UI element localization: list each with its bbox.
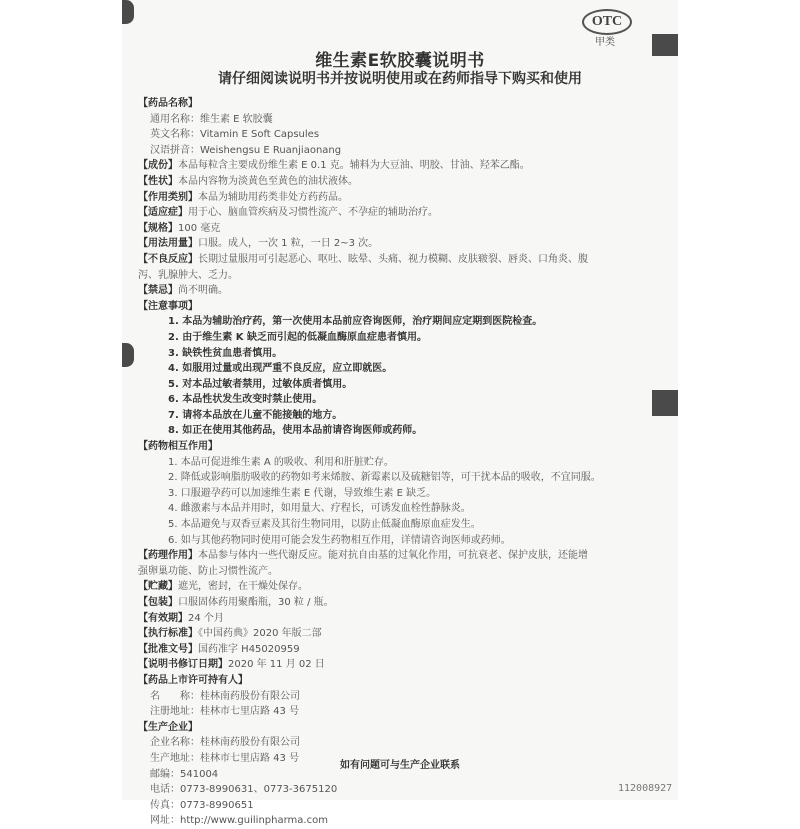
spec-text: 100 毫克 <box>178 222 221 234</box>
print-code: 112008927 <box>618 783 673 794</box>
section-dosage <box>138 236 658 252</box>
precaution-item: 1. 本品为辅助治疗药，第一次使用本品前应咨询医师，治疗期间应定期到医院检查。 <box>168 316 543 328</box>
precaution-item: 2. 由于维生素 K 缺乏而引起的低凝血酶原血症患者慎用。 <box>168 331 427 343</box>
leaflet-body <box>138 96 658 829</box>
precaution-item: 8. 如正在使用其他药品，使用本品前请咨询医师或药师。 <box>168 425 423 437</box>
section-ingredients <box>138 158 658 174</box>
indications-label: 【适应症】 <box>138 207 188 219</box>
otc-badge: OTC <box>582 9 632 35</box>
interaction-item: 6. 如与其他药物同时使用可能会发生药物相互作用，详情请咨询医师或药师。 <box>168 534 511 546</box>
section-revision <box>138 657 658 673</box>
ingredients-text: 本品每粒含主要成份维生素 E 0.1 克。辅料为大豆油、明胶、甘油、羟苯乙酯。 <box>178 160 530 172</box>
interaction-item: 3. 口服避孕药可以加速维生素 E 代谢，导致维生素 E 缺乏。 <box>168 487 437 499</box>
section-spec <box>138 221 658 237</box>
section-package <box>138 595 658 611</box>
manufacturer-fax: 传真：0773-8990651 <box>150 799 254 811</box>
storage-label: 【贮藏】 <box>138 581 178 593</box>
manufacturer-website: 网址：http://www.guilinpharma.com <box>150 815 328 827</box>
properties-label: 【性状】 <box>138 175 178 187</box>
package-label: 【包装】 <box>138 597 178 608</box>
approval-label: 【批准文号】 <box>138 643 198 655</box>
category-text: 本品为辅助用药类非处方药药品。 <box>198 191 348 203</box>
holder-name: 名 称：桂林南药股份有限公司 <box>150 690 300 702</box>
pharmacology-text-1: 本品参与体内一些代谢反应。能对抗自由基的过氧化作用，可抗衰老、保护皮肤，还能增 <box>198 550 588 562</box>
manufacturer-name: 企业名称：桂林南药股份有限公司 <box>150 737 300 749</box>
section-contra <box>138 283 658 299</box>
interaction-item: 2. 降低或影响脂肪吸收的药物如考来烯胺、新霉素以及硫糖铝等，可干扰本品的吸收，不宜同服。 <box>168 472 601 484</box>
interaction-item: 1. 本品可促进维生素 A 的吸收、利用和肝脏贮存。 <box>168 456 394 468</box>
document-subtitle: 请仔细阅读说明书并按说明使用或在药师指导下购买和使用 <box>218 71 582 87</box>
binder-hole-mid-left <box>122 343 134 367</box>
holder-address: 注册地址：桂林市七里店路 43 号 <box>150 706 300 718</box>
pinyin-name: 汉语拼音：Weishengsu E Ruanjiaonang <box>150 144 342 156</box>
section-standard <box>138 626 658 642</box>
package-text: 口服固体药用聚酯瓶，30 粒 / 瓶。 <box>178 597 334 608</box>
precaution-item: 4. 如服用过量或出现严重不良反应，应立即就医。 <box>168 363 393 375</box>
section-indications <box>138 205 658 221</box>
section-drug-name: 【药品名称】 <box>138 98 198 109</box>
section-precautions: 【注意事项】 <box>138 300 198 312</box>
precaution-item: 7. 请将本品放在儿童不能接触的地方。 <box>168 409 343 421</box>
dosage-text: 口服。成人，一次 1 粒，一日 2~3 次。 <box>198 238 379 250</box>
section-approval <box>138 642 658 658</box>
precaution-item: 3. 缺铁性贫血患者慎用。 <box>168 347 283 359</box>
english-name: 英文名称：Vitamin E Soft Capsules <box>150 129 320 141</box>
section-properties <box>138 174 658 190</box>
manufacturer-address: 生产地址：桂林市七里店路 43 号 <box>150 752 300 764</box>
validity-text: 24 个月 <box>188 612 224 624</box>
section-storage <box>138 579 658 595</box>
adverse-label: 【不良反应】 <box>138 253 198 265</box>
dosage-label: 【用法用量】 <box>138 238 198 250</box>
manufacturer-phone: 电话：0773-8990631、0773-3675120 <box>150 784 338 796</box>
standard-label: 【执行标准】 <box>138 628 198 640</box>
contact-note: 如有问题可与生产企业联系 <box>340 760 460 771</box>
pharmacology-label: 【药理作用】 <box>138 550 198 562</box>
interaction-item: 5. 本品避免与双香豆素及其衍生物同用，以防止低凝血酶原血症发生。 <box>168 519 481 531</box>
generic-name: 通用名称：维生素 E 软胶囊 <box>150 113 273 125</box>
precaution-item: 6. 本品性状发生改变时禁止使用。 <box>168 394 323 406</box>
section-holder: 【药品上市许可持有人】 <box>138 674 248 686</box>
revision-text: 2020 年 11 月 02 日 <box>228 659 325 671</box>
otc-category: 甲类 <box>595 37 615 48</box>
spec-label: 【规格】 <box>138 222 178 234</box>
approval-text: 国药准字 H45020959 <box>198 643 300 655</box>
ingredients-label: 【成份】 <box>138 160 178 172</box>
adverse-text-1: 长期过量服用可引起恶心、呕吐、眩晕、头痛、视力模糊、皮肤皲裂、唇炎、口角炎、腹 <box>198 253 588 265</box>
binder-hole-top-left <box>122 0 134 24</box>
interaction-item: 4. 雌激素与本品并用时，如用量大、疗程长，可诱发血栓性静脉炎。 <box>168 503 471 515</box>
pharmacology-text-2: 强卵巢功能、防止习惯性流产。 <box>138 565 278 577</box>
indications-text: 用于心、脑血管疾病及习惯性流产、不孕症的辅助治疗。 <box>188 207 438 219</box>
storage-text: 遮光，密封，在干燥处保存。 <box>178 581 308 593</box>
section-validity <box>138 611 658 627</box>
section-interactions: 【药物相互作用】 <box>138 441 218 453</box>
document-title: 维生素E软胶囊说明书 <box>315 51 485 71</box>
category-label: 【作用类别】 <box>138 191 198 203</box>
contra-text: 尚不明确。 <box>178 285 228 297</box>
section-adverse <box>138 252 658 268</box>
section-category <box>138 190 658 206</box>
section-pharmacology <box>138 548 658 564</box>
adverse-text-2: 泻、乳腺肿大、乏力。 <box>138 269 238 281</box>
precaution-item: 5. 对本品过敏者禁用，过敏体质者慎用。 <box>168 378 353 390</box>
contra-label: 【禁忌】 <box>138 285 178 297</box>
section-manufacturer: 【生产企业】 <box>138 721 198 733</box>
validity-label: 【有效期】 <box>138 612 188 624</box>
manufacturer-postcode: 邮编：541004 <box>150 768 219 780</box>
revision-label: 【说明书修订日期】 <box>138 659 228 671</box>
properties-text: 本品内容物为淡黄色至黄色的油状液体。 <box>178 175 358 187</box>
standard-text: 《中国药典》2020 年版二部 <box>198 628 322 640</box>
